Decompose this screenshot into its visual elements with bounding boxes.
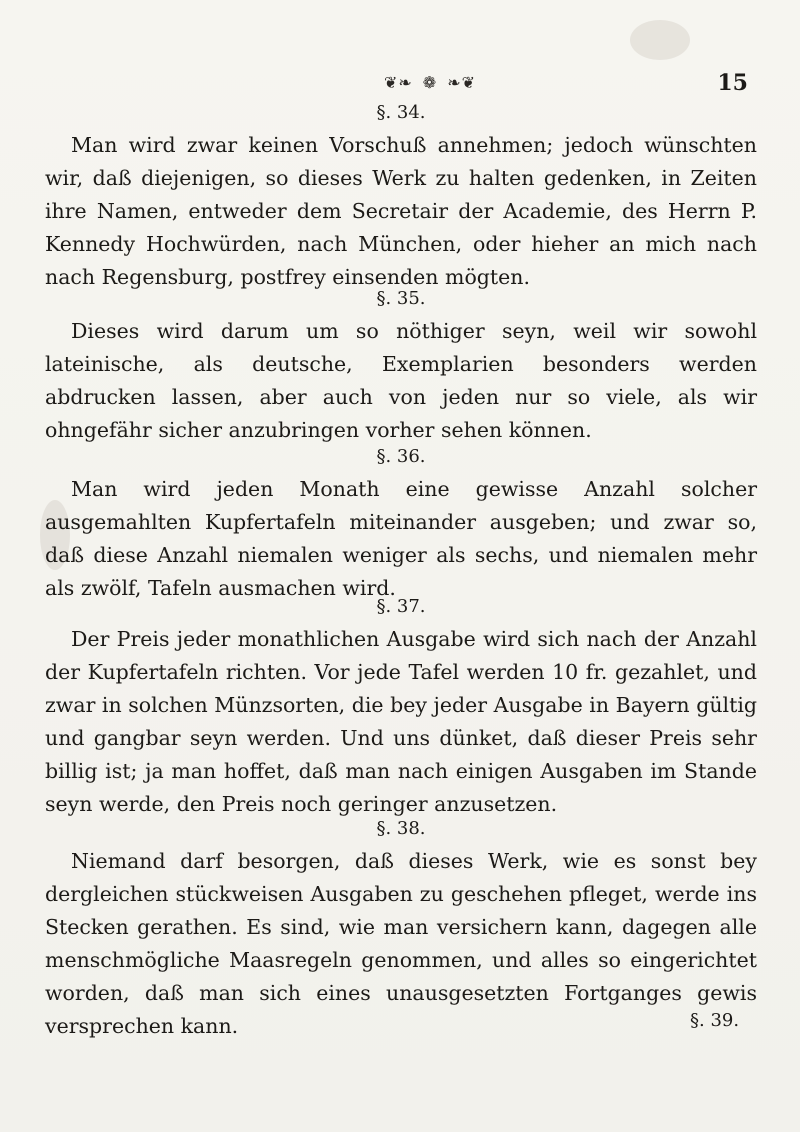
- page-number: 15: [717, 70, 748, 96]
- section-heading: §. 36.: [376, 446, 426, 467]
- catchword: §. 39.: [690, 1010, 740, 1031]
- section-heading: §. 34.: [376, 102, 426, 123]
- ornament-right: ❧❦: [447, 72, 477, 92]
- paper-stain: [630, 20, 690, 60]
- section-36: [45, 446, 757, 605]
- section-text: Niemand darf besorgen, daß dieses Werk, wie es sonst bey dergleichen stückweisen Ausgaben zu geschehen pfleget, werde ins Stecken gerathen. Es sind, wie man versichern kann, dagegen alle menschmögliche Maasregeln genommen, und alles so eingerichtet worden, daß man sich eines unausgesetzten Fortganges gewis versprechen kann.: [45, 849, 757, 1038]
- section-34: [45, 102, 757, 294]
- section-text: Man wird zwar keinen Vorschuß annehmen; jedoch wünschten wir, daß diejenigen, so dieses Werk zu halten gedenken, in Zeiten ihre Namen, entweder dem Secretair der Academie, des Herrn P. Kennedy Hochwürden, nach München, oder hieher an mich nach nach Regensburg, postfrey einsenden mögten.: [45, 133, 757, 289]
- ornament-center: ❁: [422, 72, 438, 92]
- section-37: [45, 596, 757, 821]
- section-heading: §. 38.: [376, 818, 426, 839]
- ornament-left: ❦❧: [383, 72, 413, 92]
- section-38: [45, 818, 757, 1043]
- section-text: Dieses wird darum um so nöthiger seyn, weil wir sowohl lateinische, als deutsche, Exemplarien besonders werden abdrucken lassen, aber auch von jeden nur so viele, als wir ohngefähr sicher anzubringen vorher sehen können.: [45, 319, 757, 442]
- section-text: Man wird jeden Monath eine gewisse Anzahl solcher ausgemahlten Kupfertafeln miteinander ausgeben; und zwar so, daß diese Anzahl niemalen weniger als sechs, und niemalen mehr als zwölf, Tafeln ausmachen wird.: [45, 477, 757, 600]
- section-text: Der Preis jeder monathlichen Ausgabe wird sich nach der Anzahl der Kupfertafeln richten. Vor jede Tafel werden 10 fr. gezahlet, und zwar in solchen Münzsorten, die bey jeder Ausgabe in Bayern gültig und gangbar seyn werden. Und uns dünket, daß dieser Preis sehr billig ist; ja man hoffet, daß man nach einigen Ausgaben im Stande seyn werde, den Preis noch geringer anzusetzen.: [45, 627, 757, 816]
- page-header: [300, 70, 560, 94]
- section-35: [45, 288, 757, 447]
- section-heading: §. 37.: [376, 596, 426, 617]
- section-heading: §. 35.: [376, 288, 426, 309]
